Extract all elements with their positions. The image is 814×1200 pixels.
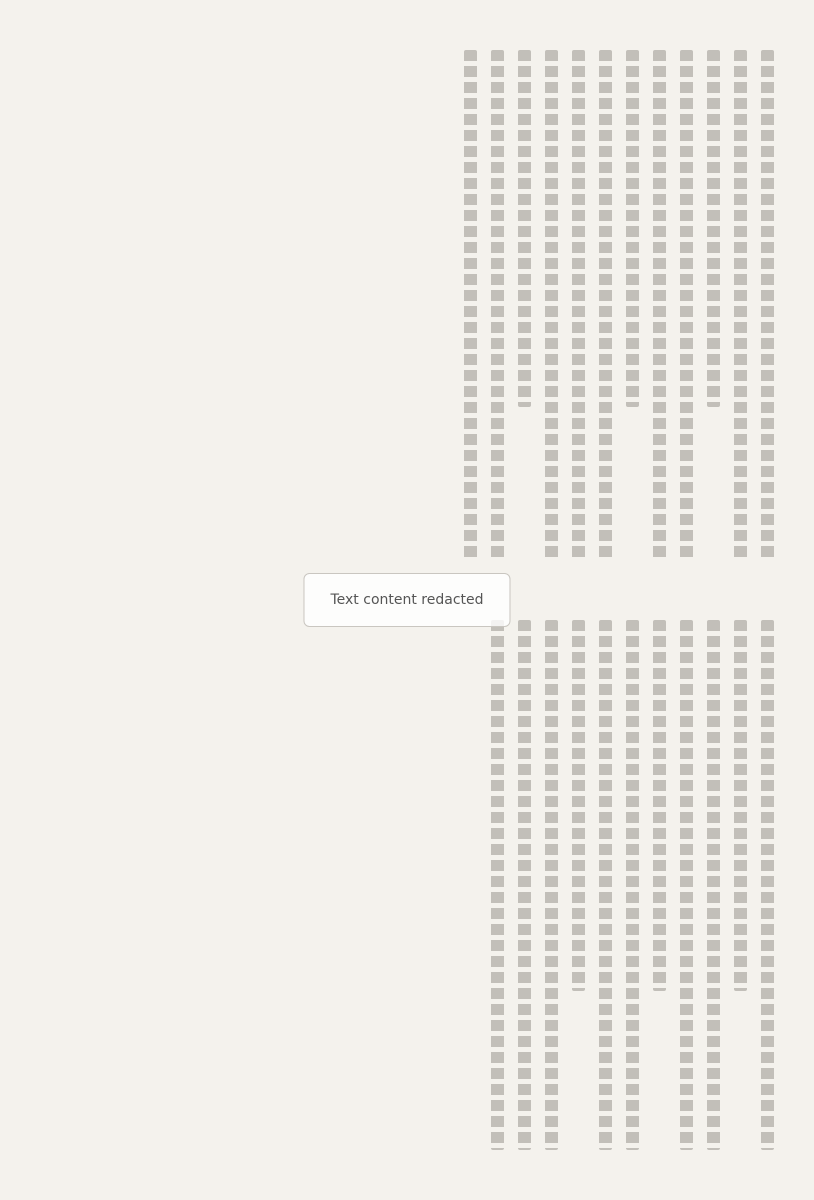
text-column [680,620,693,1150]
text-column [464,50,477,560]
text-column [653,50,666,560]
text-column [761,50,774,560]
text-column [680,50,693,560]
text-column [653,620,666,991]
text-column [761,620,774,1150]
text-column [518,620,531,1150]
text-column [599,50,612,560]
text-column [545,50,558,560]
text-column [626,50,639,407]
redaction-notice: Text content redacted [303,573,510,627]
text-column [707,620,720,1150]
text-band-bottom [40,620,774,1150]
text-band-top [40,50,774,560]
text-column [491,50,504,560]
text-column [545,620,558,1150]
text-column [599,620,612,1150]
text-column [572,50,585,560]
text-column [734,50,747,560]
text-column [572,620,585,991]
text-column [734,620,747,991]
text-column [491,620,504,1150]
text-column [626,620,639,1150]
text-column [518,50,531,407]
text-column [707,50,720,407]
